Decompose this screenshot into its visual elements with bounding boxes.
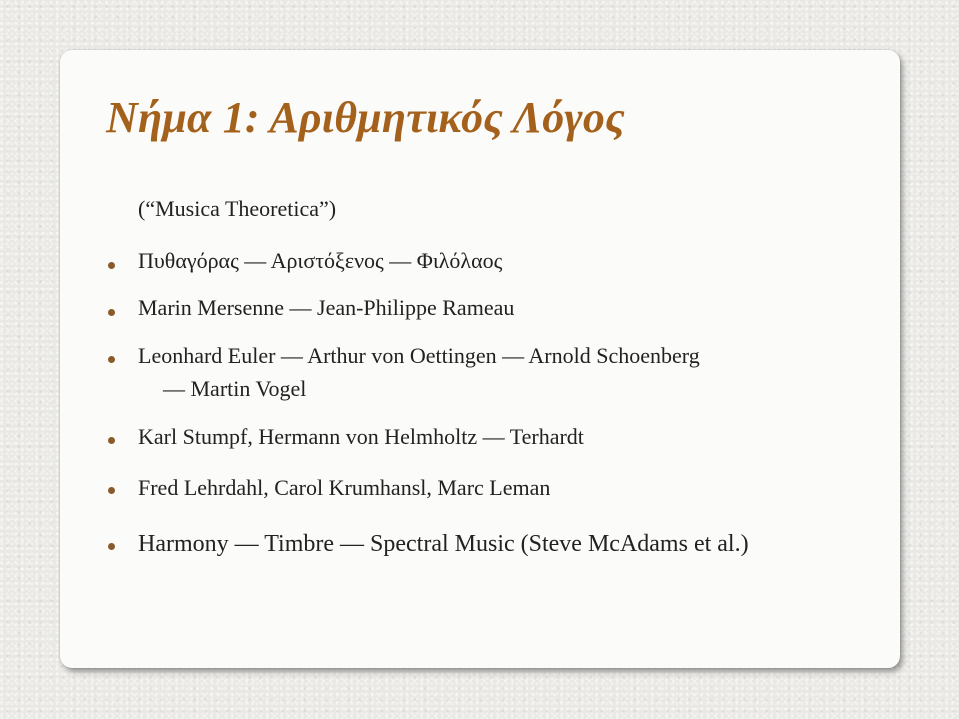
bullet-dot-1 [108,262,115,269]
intro-line: (“Musica Theoretica”) [138,196,337,221]
bullet-dot-3 [108,356,115,363]
slide-title: Νήμα 1: Αριθμητικός Λόγος [106,93,625,142]
bullet-text-1: Πυθαγόρας — Αριστόξενος — Φιλόλαος [138,248,503,273]
bullet-dot-4 [108,437,115,444]
bullet-text-3: Leonhard Euler — Arthur von Oettingen — Arnold Schoenberg [138,343,700,368]
bullet-text-3-continuation: — Martin Vogel [163,376,307,401]
bullet-dot-2 [108,309,115,316]
bullet-text-6: Harmony — Timbre — Spectral Music (Steve McAdams et al.) [138,531,749,557]
bullet-text-5: Fred Lehrdahl, Carol Krumhansl, Marc Leman [138,475,551,500]
bullet-text-4: Karl Stumpf, Hermann von Helmholtz — Terhardt [138,424,584,449]
bullet-dot-6 [108,543,115,550]
bullet-dot-5 [108,487,115,494]
bullet-text-2: Marin Mersenne — Jean-Philippe Rameau [138,295,515,320]
